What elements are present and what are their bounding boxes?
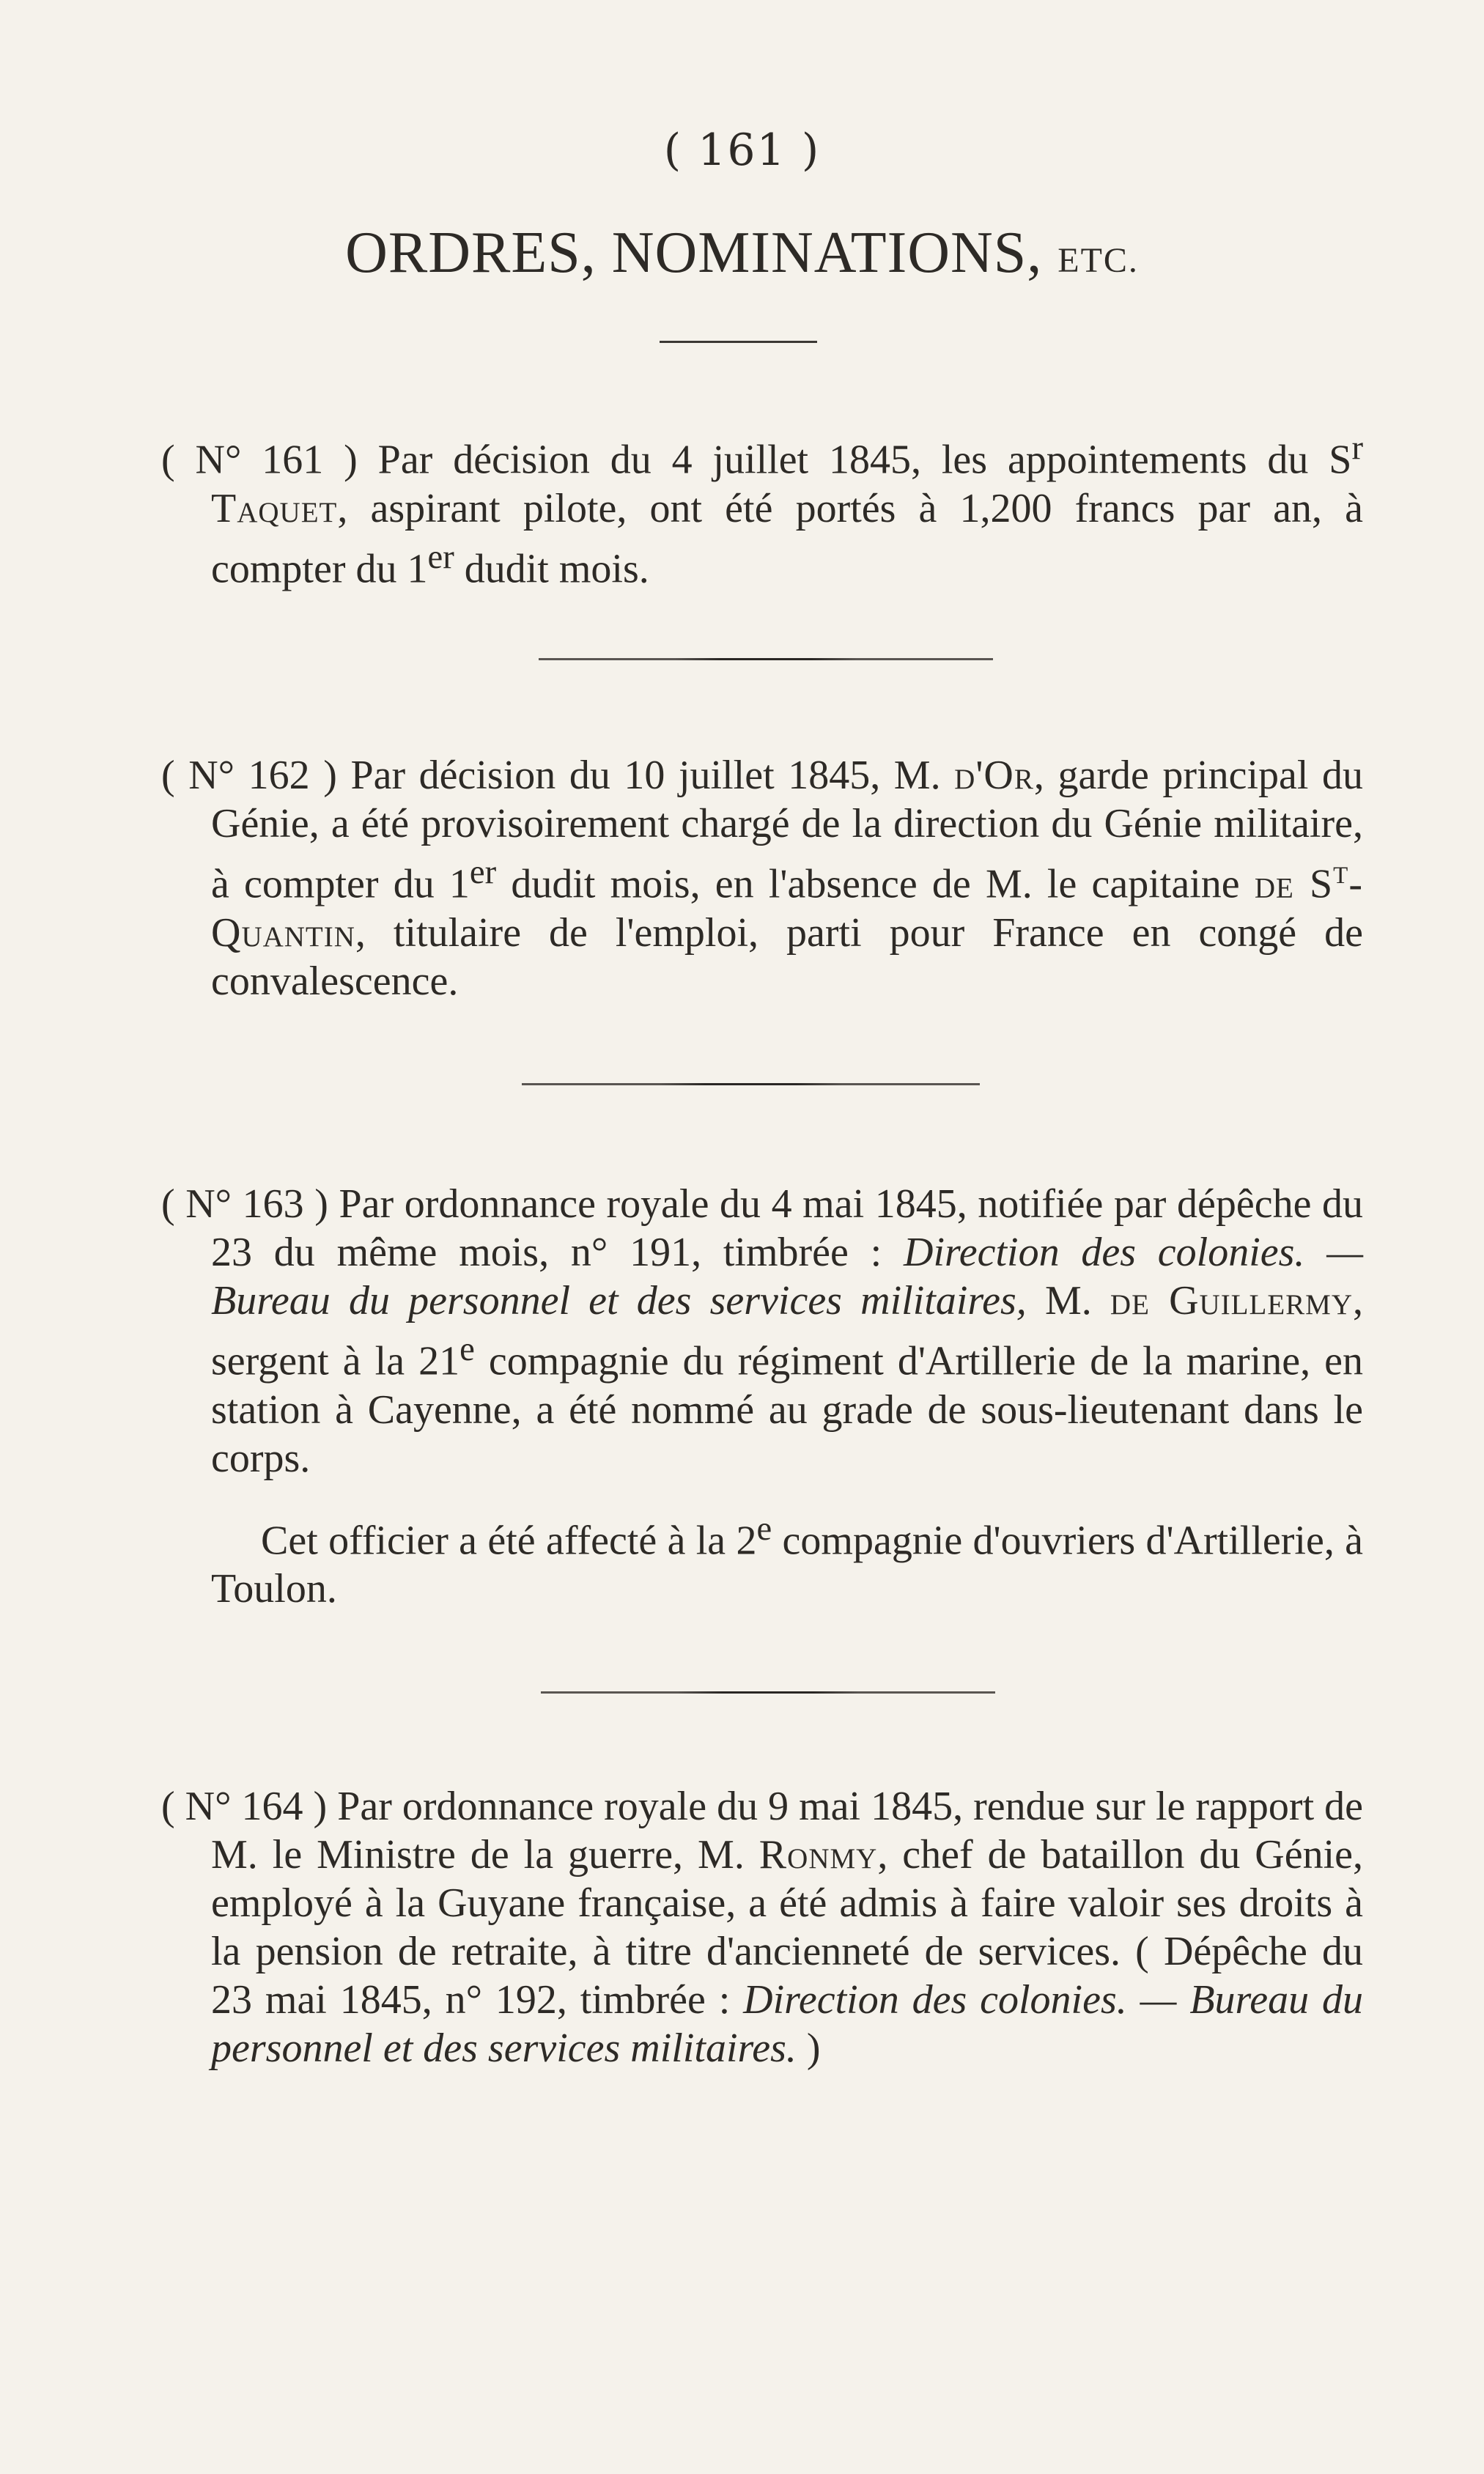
page-number: ( 161 ) [663, 125, 821, 176]
section-divider [539, 658, 993, 660]
entry-text: Par décision du 10 juillet 1845, M. [350, 753, 941, 798]
entry-text: , aspirant pilote, ont été portés à 1,200 francs par an, à compter du 1 [211, 485, 1363, 592]
superscript: r [1351, 429, 1364, 467]
entry-number: ( N° 163 ) [161, 1181, 328, 1227]
entry-text: compagnie du régiment d'Artillerie de la marine, en station à Cayenne, a été nommé au grade de sous-lieutenant dans le corps. [211, 1338, 1364, 1481]
superscript: er [469, 853, 497, 891]
entry-162 [161, 751, 1363, 1005]
entry-text: , chef de bataillon du Génie, employé à la Guyane française, a été admis à faire valoir ses droits à la pension de retraite, à titre d'ancienneté de services. ( Dépêche du 23 mai 1845, n° 192, timbrée : [211, 1832, 1364, 2023]
italic-text: Direction des colonies. — Bureau du personnel et des services militaires, [211, 1230, 1364, 1323]
person-name: Taquet [211, 485, 338, 531]
person-name: de Guillermy [1110, 1278, 1354, 1323]
section-divider [541, 1691, 995, 1694]
entry-text: , garde principal du Génie, a été provisoirement chargé de la direction du Génie militaire, à compter du 1 [211, 753, 1364, 907]
entry-164 [161, 1782, 1363, 2072]
superscript: e [459, 1330, 475, 1368]
page-title [0, 220, 1484, 287]
entry-163 [161, 1180, 1363, 1613]
entry-161 [161, 424, 1363, 593]
entry-number: ( N° 161 ) [161, 437, 358, 483]
entry-text: Par ordonnance royale du 9 mai 1845, rendue sur le rapport de M. le Ministre de la guerre, M. [211, 1784, 1363, 1877]
title-rule [660, 341, 817, 343]
entry-text: , sergent à la 21 [211, 1278, 1364, 1384]
second-paragraph [161, 1504, 1363, 1614]
entry-text: ) [796, 2026, 821, 2071]
person-name: -Quantin [211, 861, 1363, 956]
person-name: de S [1254, 861, 1334, 907]
section-divider [522, 1083, 980, 1085]
person-name: d'Or [954, 753, 1034, 798]
person-name: Ronmy [758, 1832, 878, 1877]
entry-text: M. [1044, 1278, 1092, 1323]
title-main: ORDRES, NOMINATIONS, [345, 221, 1043, 285]
italic-text: Direction des colonies. — Bureau du personnel et des services militaires. [211, 1977, 1363, 2071]
entry-text: dudit mois. [454, 546, 649, 592]
entry-text: compagnie d'ouvriers d'Artillerie, à Toulon. [211, 1518, 1364, 1612]
entry-number: ( N° 162 ) [161, 753, 337, 798]
entry-text: dudit mois, en l'absence de M. le capitaine [496, 861, 1240, 907]
entry-text: Par ordonnance royale du 4 mai 1845, notifiée par dépêche du 23 du même mois, n° 191, timbrée : [211, 1181, 1364, 1275]
entry-number: ( N° 164 ) [161, 1784, 328, 1829]
superscript: t [1333, 853, 1349, 891]
entry-text: Cet officier a été affecté à la 2 [261, 1518, 757, 1564]
superscript: e [756, 1509, 772, 1548]
entry-text: , titulaire de l'emploi, parti pour France en congé de convalescence. [211, 909, 1363, 1004]
entry-text: Par décision du 4 juillet 1845, les appointements du S [377, 437, 1352, 483]
title-small: ETC. [1057, 241, 1139, 280]
superscript: er [427, 537, 454, 576]
